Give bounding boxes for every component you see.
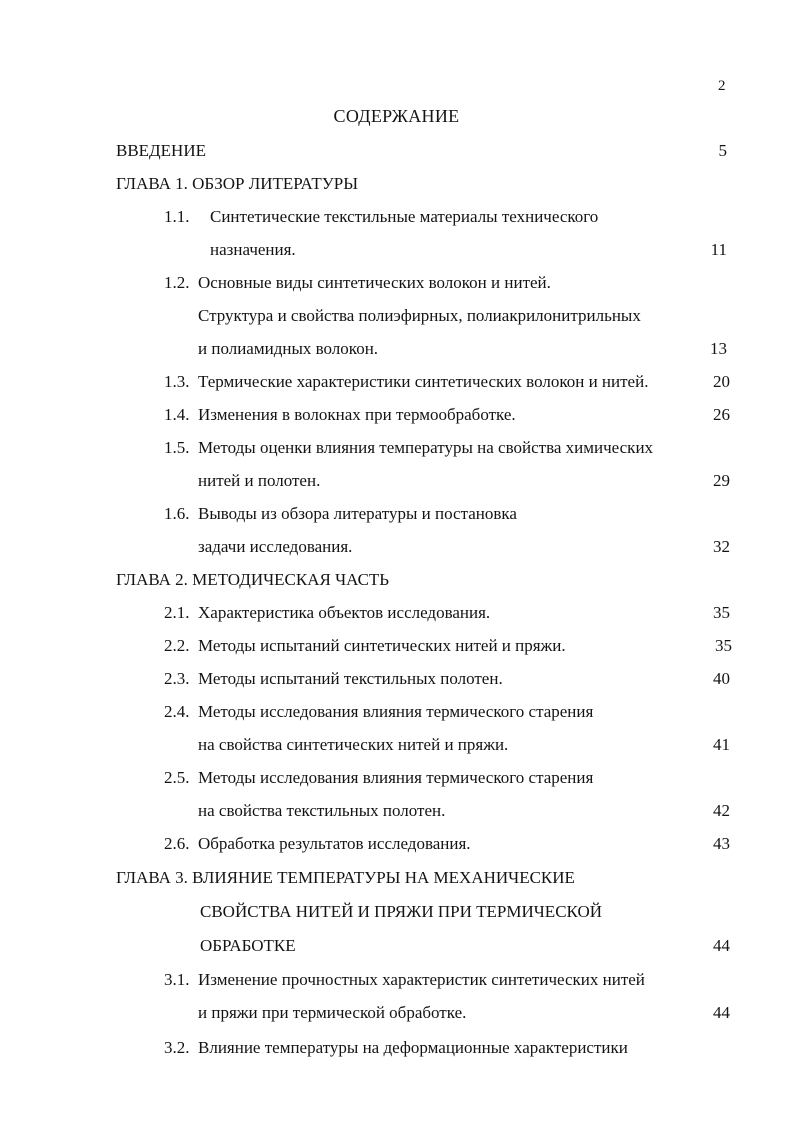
toc-entry-number: 2.4. [164,702,190,721]
toc-entry-title: Термические характеристики синтетических волокон и нитей. [198,372,649,391]
toc-entry-2-3[interactable] [164,667,503,691]
toc-entry-number: 2.6. [164,834,190,853]
toc-entry-1-2-cont: Структура и свойства полиэфирных, полиакрилонитрильных [198,306,641,325]
toc-entry-number: 1.1. [164,207,190,226]
toc-entry-1-5[interactable] [164,436,653,460]
toc-entry-title: Методы исследования влияния термического старения [198,768,594,787]
toc-entry-number: 2.1. [164,603,190,622]
toc-entry-1-1[interactable] [164,205,598,229]
toc-entry-title: Методы оценки влияния температуры на свойства химических [198,438,654,457]
toc-entry-1-4[interactable] [164,403,516,427]
toc-entry-title: Методы исследования влияния термического старения [198,702,594,721]
toc-entry-page: 43 [713,834,730,853]
toc-entry-3-1[interactable] [164,968,645,992]
toc-entry-title: Влияние температуры на деформационные характеристики [198,1038,628,1057]
toc-entry-page: 11 [710,240,727,259]
toc-entry-page: 40 [713,669,730,688]
toc-entry-title: Характеристика объектов исследования. [198,603,491,622]
toc-entry-number: 3.2. [164,1038,190,1057]
toc-entry-2-2[interactable] [164,634,566,658]
toc-entry-page: 41 [713,735,730,754]
toc-entry-2-4-cont: на свойства синтетических нитей и пряжи. [198,735,509,754]
toc-entry-3-1-cont: и пряжи при термической обработке. [198,1003,467,1022]
toc-entry-page: 32 [713,537,730,556]
toc-entry-page: 29 [713,471,730,490]
toc-entry-title: Основные виды синтетических волокон и нитей. [198,273,551,292]
toc-entry-title: Обработка результатов исследования. [198,834,471,853]
toc-entry-page: 35 [715,636,732,655]
toc-entry-title: ГЛАВА 2. МЕТОДИЧЕСКАЯ ЧАСТЬ [116,570,390,589]
toc-entry-number: 2.2. [164,636,190,655]
toc-entry-chapter-3-cont2: ОБРАБОТКЕ [200,936,296,955]
toc-entry-number: 3.1. [164,970,190,989]
toc-entry-introduction[interactable] [116,139,206,163]
toc-entry-1-6-cont: задачи исследования. [198,537,353,556]
toc-entry-1-6[interactable] [164,502,517,526]
toc-entry-1-1-cont: назначения. [210,240,296,259]
toc-entry-2-4[interactable] [164,700,593,724]
toc-entry-title: ГЛАВА 1. ОБЗОР ЛИТЕРАТУРЫ [116,174,359,193]
page-number: 2 [718,78,726,94]
toc-entry-2-6[interactable] [164,832,471,856]
toc-heading: СОДЕРЖАНИЕ [333,106,460,126]
toc-entry-page: 13 [710,339,727,358]
toc-entry-title: Выводы из обзора литературы и постановка [198,504,517,523]
toc-entry-page: 35 [713,603,730,622]
toc-entry-1-2[interactable] [164,271,551,295]
toc-entry-number: 1.2. [164,273,190,292]
toc-entry-title: Методы испытаний синтетических нитей и пряжи. [198,636,566,655]
toc-entry-3-2[interactable] [164,1036,628,1060]
toc-entry-2-5-cont: на свойства текстильных полотен. [198,801,446,820]
toc-entry-title: ВВЕДЕНИЕ [116,141,206,160]
toc-entry-title: Синтетические текстильные материалы технического [210,207,599,226]
toc-entry-title: Методы испытаний текстильных полотен. [198,669,503,688]
toc-entry-1-3[interactable] [164,370,648,394]
toc-entry-1-5-cont: нитей и полотен. [198,471,321,490]
toc-entry-page: 42 [713,801,730,820]
toc-entry-page: 44 [713,936,730,955]
toc-entry-chapter-2[interactable] [116,568,389,592]
toc-entry-page: 26 [713,405,730,424]
toc-entry-title: Изменения в волокнах при термообработке. [198,405,516,424]
toc-entry-1-2-cont2: и полиамидных волокон. [198,339,379,358]
toc-entry-page: 20 [713,372,730,391]
toc-entry-number: 1.6. [164,504,190,523]
toc-entry-title: Изменение прочностных характеристик синтетических нитей [198,970,645,989]
toc-entry-chapter-3[interactable] [116,866,575,890]
toc-entry-chapter-1[interactable] [116,172,358,196]
toc-entry-title: ГЛАВА 3. ВЛИЯНИЕ ТЕМПЕРАТУРЫ НА МЕХАНИЧЕСКИЕ [116,868,575,887]
toc-entry-number: 1.3. [164,372,190,391]
toc-entry-page: 5 [718,141,727,160]
toc-entry-page: 44 [713,1003,730,1022]
toc-entry-number: 1.4. [164,405,190,424]
toc-entry-2-5[interactable] [164,766,593,790]
toc-entry-2-1[interactable] [164,601,490,625]
toc-entry-number: 1.5. [164,438,190,457]
toc-entry-number: 2.5. [164,768,190,787]
toc-entry-chapter-3-cont: СВОЙСТВА НИТЕЙ И ПРЯЖИ ПРИ ТЕРМИЧЕСКОЙ [200,902,602,921]
toc-entry-number: 2.3. [164,669,190,688]
